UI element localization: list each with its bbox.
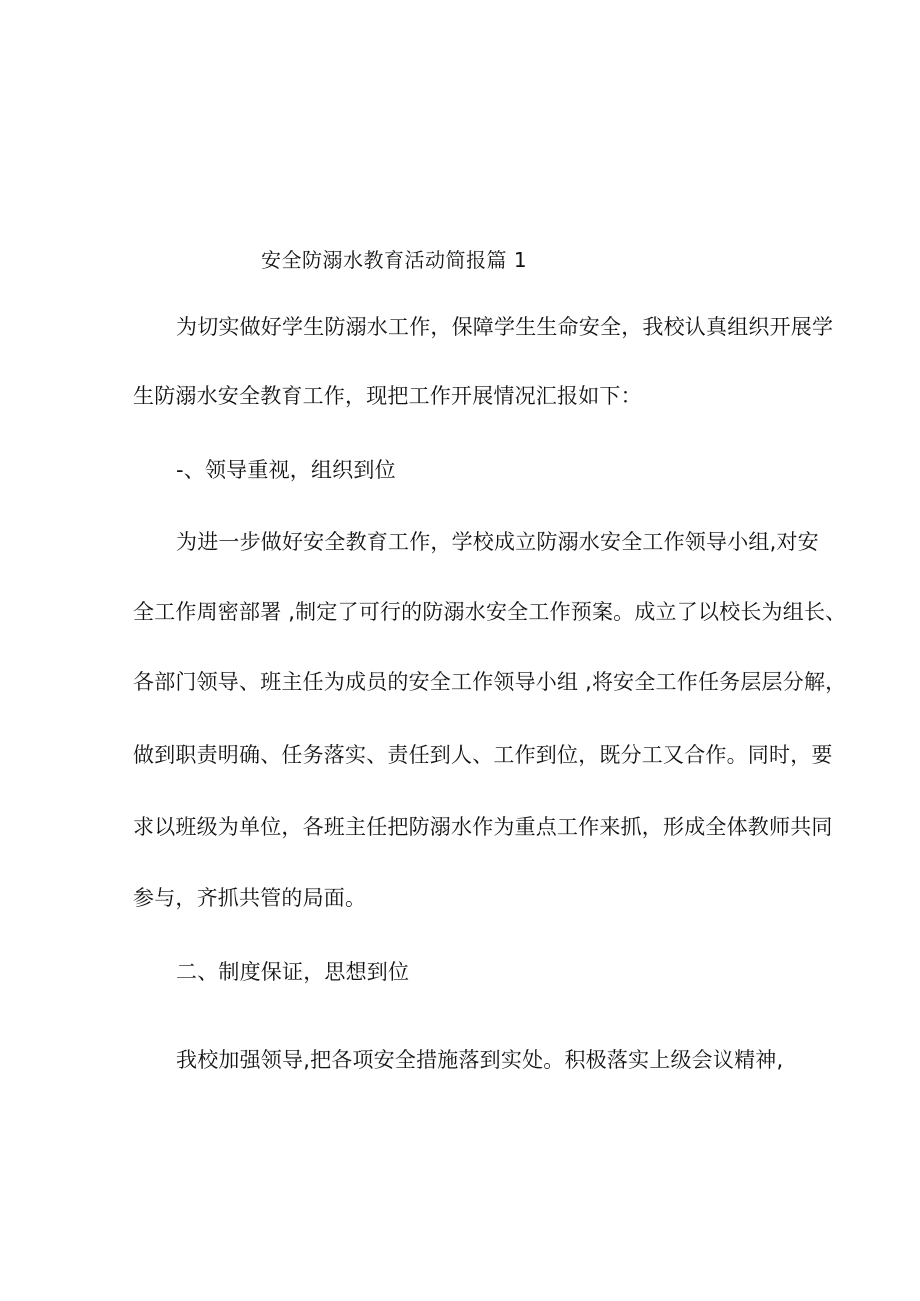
paragraph-2-line-1: 为进一步做好安全教育工作，学校成立防溺水安全工作领导小组,对安 bbox=[176, 530, 819, 554]
paragraph-2-line-3: 各部门领导、班主任为成员的安全工作领导小组 ,将安全工作任务层层分解， bbox=[133, 670, 847, 694]
paragraph-2-line-4: 做到职责明确、任务落实、责任到人、工作到位，既分工又合作。同时，要 bbox=[133, 743, 833, 767]
document-title: 安全防溺水教育活动简报篇 1 bbox=[261, 248, 528, 272]
paragraph-3-line-1: 我校加强领导,把各项安全措施落到实处。积极落实上级会议精神, bbox=[176, 1048, 784, 1072]
paragraph-1-line-1: 为切实做好学生防溺水工作，保障学生生命安全，我校认真组织开展学 bbox=[176, 315, 834, 339]
section-heading-1: -、领导重视，组织到位 bbox=[176, 458, 396, 482]
paragraph-1-line-2: 生防溺水安全教育工作，现把工作开展情况汇报如下： bbox=[133, 384, 642, 408]
paragraph-2-line-5: 求以班级为单位，各班主任把防溺水作为重点工作来抓，形成全体教师共同 bbox=[133, 815, 833, 839]
paragraph-2-line-6: 参与，齐抓共管的局面。 bbox=[133, 886, 367, 910]
paragraph-2-line-2: 全工作周密部署 ,制定了可行的防溺水安全工作预案。成立了以校长为组长、 bbox=[133, 600, 847, 624]
section-heading-2: 二、制度保证，思想到位 bbox=[176, 960, 410, 984]
